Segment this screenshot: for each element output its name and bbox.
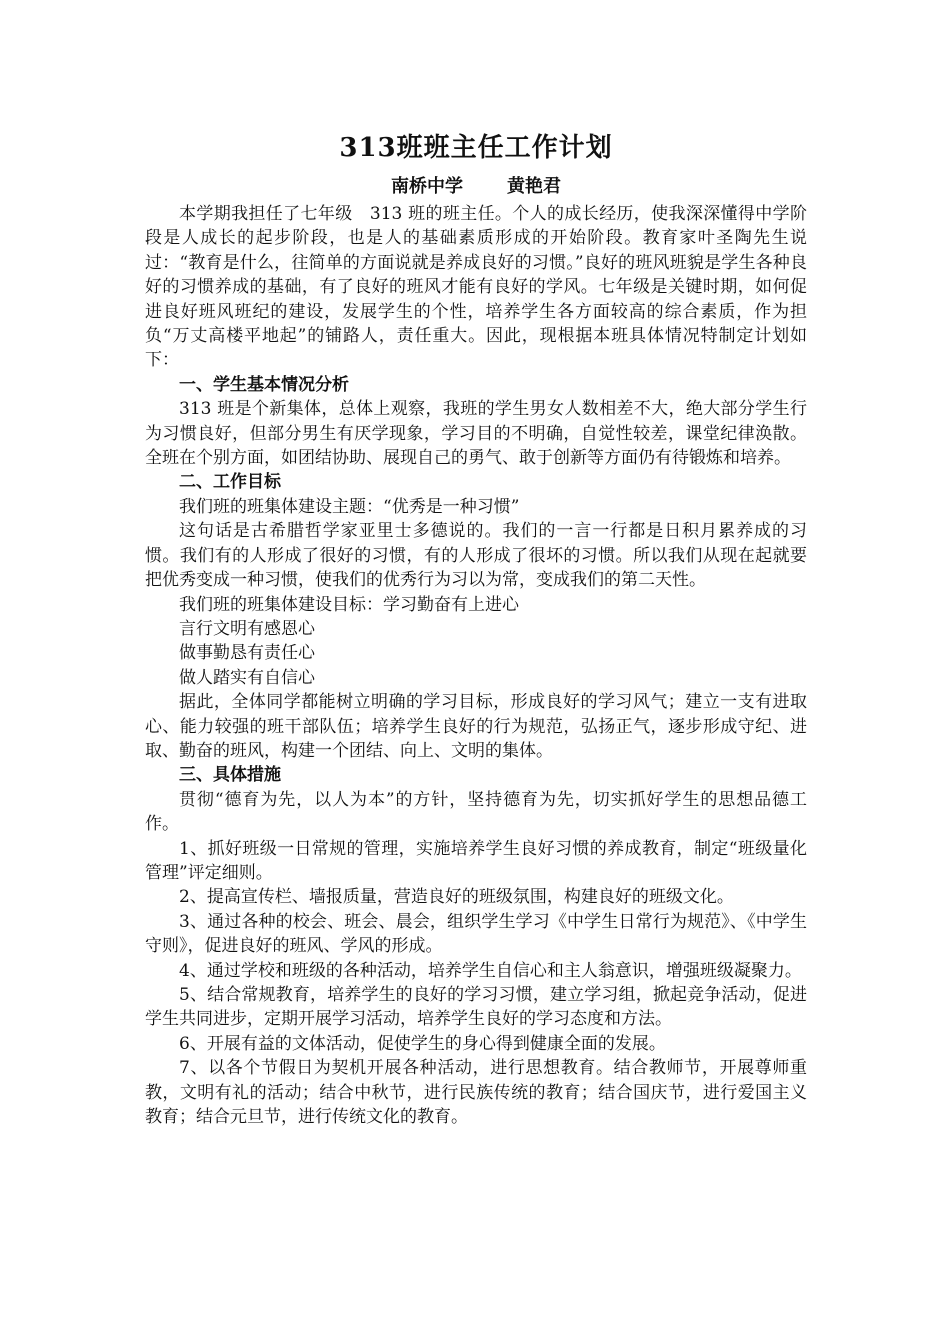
body-paragraph: 我们班的班集体建设主题：“优秀是一种习惯” [179, 496, 520, 517]
document-page [145, 126, 807, 1129]
goal-line: 我们班的班集体建设目标：学习勤奋有上进心 [179, 594, 519, 615]
body-paragraph: 这句话是古希腊哲学家亚里士多德说的。我们的一言一行都是日积月累养成的习惯。我们有的人形成了很好的习惯，有的人形成了很坏的习惯。所以我们从现在起就要把优秀变成一种习惯，使我们的优秀行为习以为常，变成我们的第二天性。 [145, 521, 807, 591]
measure-item: 2、提高宣传栏、墙报质量，营造良好的班级氛围，构建良好的班级文化。 [179, 887, 734, 908]
section-heading-3: 三、具体措施 [179, 765, 281, 786]
body-paragraph: 据此，全体同学都能树立明确的学习目标，形成良好的学习风气；建立一支有进取心、能力较强的班干部队伍；培养学生良好的行为规范，弘扬正气，逐步形成守纪、进取、勤奋的班风，构建一个团结、向上、文明的集体。 [145, 692, 807, 761]
body-paragraph: 贯彻“德育为先，以人为本”的方针，坚持德育为先，切实抓好学生的思想品德工作。 [145, 789, 807, 835]
measure-item: 1、抓好班级一日常规的管理，实施培养学生良好习惯的养成教育，制定“班级量化管理”评定细则。 [145, 838, 807, 883]
section-heading-1: 一、学生基本情况分析 [179, 374, 349, 395]
section-heading-2: 二、工作目标 [179, 472, 281, 493]
goal-line: 做人踏实有自信心 [179, 667, 315, 688]
goal-line: 做事勤恳有责任心 [179, 643, 315, 664]
measure-item: 6、开展有益的文体活动，促使学生的身心得到健康全面的发展。 [179, 1033, 666, 1054]
goal-line: 言行文明有感恩心 [179, 618, 315, 639]
document-title: 313班班主任工作计划 [339, 133, 613, 163]
body-paragraph: 313 班是个新集体，总体上观察，我班的学生男女人数相差不大，绝大部分学生行为习惯良好，但部分男生有厌学现象，学习目的不明确，自觉性较差，课堂纪律涣散。全班在个别方面，如团结协助、展现自己的勇气、敢于创新等方面仍有待锻炼和培养。 [145, 399, 807, 469]
document-author [145, 174, 807, 200]
author-name: 黄艳君 [507, 176, 561, 197]
measure-item: 4、通过学校和班级的各种活动，培养学生自信心和主人翁意识，增强班级凝聚力。 [179, 960, 802, 981]
author-school: 南桥中学 [391, 176, 463, 197]
measure-item: 7、以各个节假日为契机开展各种活动，进行思想教育。结合教师节，开展尊师重教，文明有礼的活动；结合中秋节，进行民族传统的教育；结合国庆节，进行爱国主义教育；结合元旦节，进行传统文化的教育。 [145, 1058, 807, 1128]
measure-item: 3、通过各种的校会、班会、晨会，组织学生学习《中学生日常行为规范》、《中学生守则》，促进良好的班风、学风的形成。 [145, 911, 807, 957]
measure-item: 5、结合常规教育，培养学生的良好的学习习惯，建立学习组，掀起竞争活动，促进学生共同进步，定期开展学习活动，培养学生良好的学习态度和方法。 [145, 985, 807, 1030]
intro-paragraph: 本学期我担任了七年级 313 班的班主任。个人的成长经历，使我深深懂得中学阶段是人成长的起步阶段，也是人的基础素质形成的开始阶段。教育家叶圣陶先生说过：“教育是什么，往简单的方面说就是养成良好的习惯。”良好的班风班貌是学生各种良好的习惯养成的基础，有了良好的班风才能有良好的学风。七年级是关键时期，如何促进良好班风班纪的建设，发展学生的个性，培养学生各方面较高的综合素质，作为担负“万丈高楼平地起”的铺路人，责任重大。因此，现根据本班具体情况特制定计划如下： [145, 204, 807, 371]
